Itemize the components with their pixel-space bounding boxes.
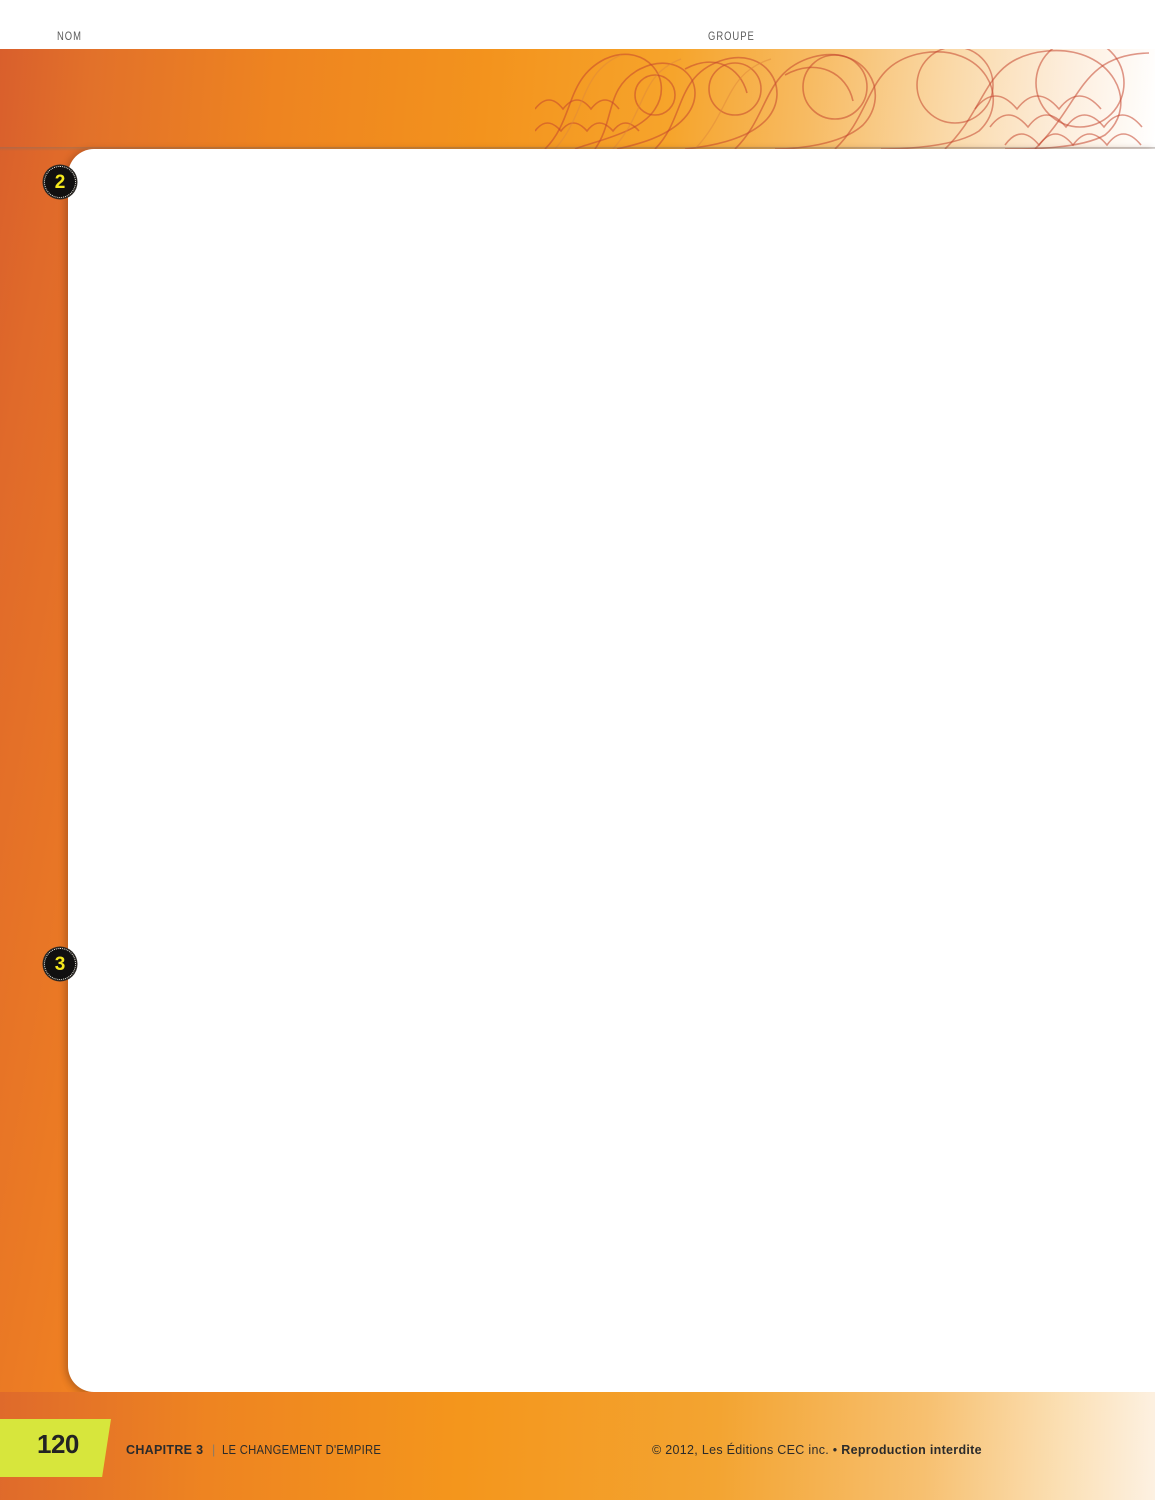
footer-chapter-subtitle: LE CHANGEMENT D'EMPIRE [222, 1443, 382, 1457]
groupe-label: GROUPE [708, 31, 755, 43]
copyright-prefix: © 2012, Les Éditions CEC inc. • [652, 1443, 842, 1457]
footer-divider: | [212, 1443, 216, 1457]
floral-ornament-icon [535, 49, 1155, 149]
footer-chapter: CHAPITRE 3 [126, 1443, 204, 1457]
nom-label: NOM [57, 31, 82, 43]
content-card [68, 149, 1155, 1392]
page-number: 120 [37, 1429, 79, 1459]
identification-strip [0, 0, 1155, 49]
copyright-bold: Reproduction interdite [841, 1443, 982, 1457]
decorative-header-band [0, 49, 1155, 149]
question-3-badge: 3 [44, 948, 76, 980]
footer-copyright [652, 1443, 982, 1457]
question-2-badge: 2 [44, 166, 76, 198]
